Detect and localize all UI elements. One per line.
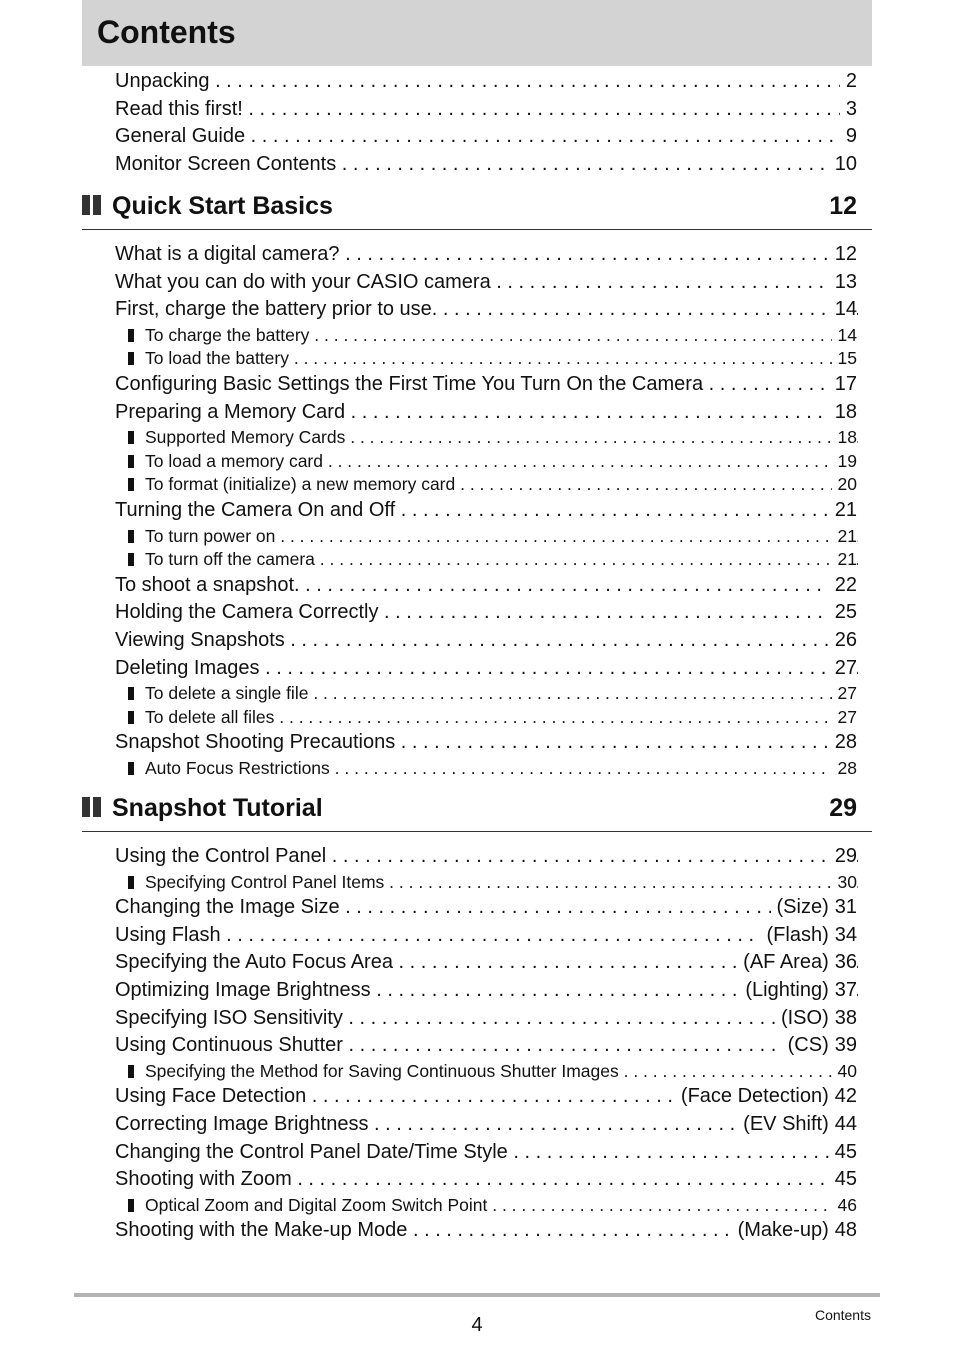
page-number: 30	[837, 871, 857, 892]
toc-subentry[interactable]	[0, 347, 954, 371]
toc-subentry[interactable]	[0, 426, 954, 450]
header-band	[82, 0, 872, 66]
page-number: 10	[834, 152, 857, 175]
toc-entry-title: To turn off the camera . . .	[145, 548, 858, 570]
bullet-icon	[128, 687, 134, 700]
page-number: 12	[834, 243, 857, 265]
toc-subentry[interactable]	[0, 871, 954, 895]
toc-entry-title: Snapshot Shooting Precautions . . .	[115, 729, 858, 755]
section-list-snapshot-tutorial	[0, 843, 954, 1245]
toc-entry[interactable]	[0, 843, 954, 871]
toc-entry[interactable]	[0, 572, 954, 600]
toc-subentry[interactable]	[0, 706, 954, 730]
toc-entry-page-number	[829, 729, 857, 755]
toc-entry-page-number	[840, 68, 857, 94]
toc-subentry[interactable]	[0, 324, 954, 348]
toc-entry-title: Auto Focus Restrictions . . .	[145, 757, 858, 779]
toc-entry-label: (Size)	[776, 896, 829, 919]
toc-entry-page-number	[829, 655, 857, 681]
toc-entry-label: (Make-up)	[737, 1219, 829, 1242]
toc-entry-title: Optical Zoom and Digital Zoom Switch Point . . .	[145, 1194, 858, 1216]
toc-entry[interactable]	[0, 497, 954, 525]
toc-subentry[interactable]	[0, 525, 954, 549]
page-number: 34	[834, 923, 857, 946]
page-number: 28	[834, 731, 857, 754]
toc-entry-page-number	[832, 473, 857, 495]
toc-entry-page-number	[829, 1166, 857, 1192]
page-number: 40	[837, 1060, 857, 1081]
toc-entry[interactable]	[0, 1139, 954, 1167]
page-number: 2	[845, 70, 857, 92]
section-heading-quick-start[interactable]	[82, 193, 872, 230]
toc-entry-title: Optimizing Image Brightness . . .	[115, 977, 858, 1003]
toc-entry-title: Specifying Control Panel Items . . .	[145, 871, 858, 893]
toc-entry-label: (Lighting)	[745, 978, 829, 1001]
toc-entry-page-number	[775, 1005, 857, 1031]
page-number: 28	[837, 757, 857, 778]
page-number: 21	[837, 525, 857, 546]
page-number: 19	[837, 450, 857, 471]
toc-entry-page-number	[832, 525, 857, 547]
toc-entry-page-number	[829, 399, 857, 425]
page-number: 27	[837, 706, 857, 727]
bullet-icon	[128, 1199, 134, 1212]
section-list-quick-start	[0, 241, 954, 780]
toc-subentry[interactable]	[0, 1060, 954, 1084]
page-title: Contents	[97, 14, 236, 50]
section-page: 29	[829, 794, 857, 822]
toc-entry-title: Specifying the Method for Saving Continuous Shutter Images . . .	[145, 1060, 858, 1082]
page-number: 42	[834, 1085, 857, 1108]
page-number: 37	[834, 978, 857, 1001]
toc-entry-page-number	[771, 894, 857, 920]
footer-label: Contents	[814, 1307, 871, 1323]
toc-entry-title: To shoot a snapshot. . . .	[115, 572, 858, 598]
page-number: 36	[834, 951, 857, 974]
toc-entry[interactable]	[0, 68, 954, 96]
page-number: 21	[837, 549, 857, 570]
page-number: 25	[834, 601, 857, 624]
toc-entry-page-number	[829, 241, 857, 267]
toc-entry-title: Monitor Screen Contents . . .	[115, 151, 858, 177]
toc-entry-title: Using Face Detection . . .	[115, 1083, 858, 1109]
toc-subentry[interactable]	[0, 473, 954, 497]
toc-entry-title: Supported Memory Cards . . .	[145, 426, 858, 448]
toc-entry-title: Holding the Camera Correctly . . .	[115, 599, 858, 625]
toc-entry[interactable]	[0, 1111, 954, 1139]
bullet-icon	[128, 329, 134, 342]
toc-entry-page-number	[829, 1139, 857, 1165]
toc-subentry[interactable]	[0, 757, 954, 781]
page-number: 27	[834, 656, 857, 679]
page-number: 29	[834, 845, 857, 867]
toc-entry-title: Turning the Camera On and Off . . .	[115, 497, 858, 523]
toc-entry-title: Shooting with the Make-up Mode . . .	[115, 1217, 858, 1243]
toc-entry-page-number	[832, 1194, 857, 1216]
toc-entry-page-number	[739, 977, 857, 1003]
page-number: 21	[834, 498, 857, 521]
toc-entry-page-number	[829, 296, 857, 322]
toc-entry[interactable]	[0, 296, 954, 324]
page-number: 13	[834, 270, 857, 293]
toc-entry-label: (Face Detection)	[680, 1085, 829, 1108]
page-number: 18	[834, 400, 857, 423]
bullet-icon	[128, 431, 134, 444]
bullet-icon	[128, 762, 134, 775]
page-number: 3	[845, 97, 857, 120]
toc-entry-title: Changing the Control Panel Date/Time Style . . .	[115, 1139, 858, 1165]
toc-entry-title: To load a memory card . . .	[145, 450, 858, 472]
page-number: 26	[834, 628, 857, 651]
section-heading-snapshot-tutorial[interactable]	[82, 795, 872, 832]
bullet-icon	[128, 530, 134, 543]
bullet-icon	[128, 352, 134, 365]
toc-entry-page-number	[832, 347, 857, 369]
toc-entry-title: Correcting Image Brightness . . .	[115, 1111, 858, 1137]
page-number: 20	[837, 474, 857, 495]
toc-subentry[interactable]	[0, 682, 954, 706]
section-title: Quick Start Basics	[112, 192, 333, 220]
toc-entry[interactable]	[0, 599, 954, 627]
toc-entry-page-number	[832, 682, 857, 704]
toc-entry-title: Unpacking . . .	[115, 68, 858, 94]
toc-entry[interactable]	[0, 269, 954, 297]
toc-entry-title: To turn power on . . .	[145, 525, 858, 547]
toc-entry-page-number	[737, 949, 857, 975]
toc-entry-page-number	[829, 497, 857, 523]
toc-entry-page-number	[840, 96, 857, 122]
toc-entry-page-number	[761, 922, 857, 948]
toc-entry[interactable]	[0, 1217, 954, 1245]
toc-entry[interactable]	[0, 1032, 954, 1060]
toc-entry[interactable]	[0, 1166, 954, 1194]
toc-entry-label: (ISO)	[780, 1006, 829, 1029]
toc-entry[interactable]	[0, 1005, 954, 1033]
toc-entry-title: To load the battery . . .	[145, 347, 858, 369]
toc-entry-title: To delete all files . . .	[145, 706, 858, 728]
intro-list	[0, 68, 954, 178]
toc-entry[interactable]	[0, 151, 954, 179]
toc-entry-page-number	[829, 269, 857, 295]
toc-entry-title: Preparing a Memory Card . . .	[115, 399, 858, 425]
toc-entry[interactable]	[0, 655, 954, 683]
toc-entry-page-number	[832, 450, 857, 472]
toc-entry-page-number	[832, 757, 857, 779]
toc-entry[interactable]	[0, 96, 954, 124]
toc-subentry[interactable]	[0, 1194, 954, 1218]
toc-entry-page-number	[832, 426, 857, 448]
toc-entry-title: Read this first! . . .	[115, 96, 858, 122]
toc-entry-page-number	[732, 1217, 857, 1243]
bullet-icon	[128, 455, 134, 468]
bullet-icon	[128, 711, 134, 724]
toc-entry-title: To format (initialize) a new memory card . . .	[145, 473, 858, 495]
toc-entry-page-number	[782, 1032, 857, 1058]
toc-entry-page-number	[832, 548, 857, 570]
toc-entry-page-number	[675, 1083, 857, 1109]
toc-subentry[interactable]	[0, 548, 954, 572]
toc-entry-title: What you can do with your CASIO camera . . .	[115, 269, 858, 295]
bullet-icon	[128, 1065, 134, 1078]
page-number: 14	[834, 298, 857, 321]
toc-entry-label: (EV Shift)	[743, 1112, 829, 1135]
section-marker-icon	[82, 797, 102, 817]
toc-entry[interactable]	[0, 123, 954, 151]
bullet-icon	[128, 553, 134, 566]
page-number: 39	[834, 1034, 857, 1057]
toc-entry-label: (Flash)	[766, 923, 829, 946]
toc-entry-page-number	[737, 1111, 857, 1137]
toc-entry-title: Specifying the Auto Focus Area . . .	[115, 949, 858, 975]
toc-entry-page-number	[829, 627, 857, 653]
toc-entry[interactable]	[0, 1083, 954, 1111]
toc-entry-title: Using the Control Panel . . .	[115, 843, 858, 869]
toc-entry[interactable]	[0, 729, 954, 757]
toc-entry-title: Specifying ISO Sensitivity . . .	[115, 1005, 858, 1031]
section-title: Snapshot Tutorial	[112, 794, 323, 822]
page-number: 27	[837, 683, 857, 704]
footer-rule	[74, 1293, 880, 1297]
toc-entry-title: First, charge the battery prior to use. . . .	[115, 296, 858, 322]
toc-entry-title: Using Continuous Shutter . . .	[115, 1032, 858, 1058]
toc-entry[interactable]	[0, 922, 954, 950]
page-number: 14	[837, 324, 857, 345]
toc-entry-title: Viewing Snapshots . . .	[115, 627, 858, 653]
toc-entry[interactable]	[0, 371, 954, 399]
toc-entry-label: (CS)	[787, 1034, 829, 1057]
toc-entry[interactable]	[0, 949, 954, 977]
page-number: 15	[837, 348, 857, 369]
toc-entry-title: Shooting with Zoom . . .	[115, 1166, 858, 1192]
section-page: 12	[829, 192, 857, 220]
toc-entry[interactable]	[0, 977, 954, 1005]
toc-entry-title: Changing the Image Size . . .	[115, 894, 858, 920]
toc-entry-title: Using Flash . . .	[115, 922, 858, 948]
page-number: 45	[834, 1168, 857, 1191]
toc-entry-page-number	[829, 843, 857, 869]
toc-entry[interactable]	[0, 894, 954, 922]
bullet-icon	[128, 478, 134, 491]
toc-entry-label: (AF Area)	[743, 951, 829, 974]
toc-entry[interactable]	[0, 399, 954, 427]
page-number: 45	[834, 1140, 857, 1163]
page-number: 31	[834, 896, 857, 919]
toc-entry-page-number	[829, 371, 857, 397]
page-number: 48	[834, 1219, 857, 1242]
page-number: 22	[834, 573, 857, 596]
page-number: 38	[834, 1006, 857, 1029]
section-marker-icon	[82, 195, 102, 215]
toc-entry-title: What is a digital camera? . . .	[115, 241, 858, 267]
toc-entry-page-number	[840, 123, 857, 149]
toc-entry-title: Configuring Basic Settings the First Time You Turn On the Camera . . .	[115, 371, 858, 397]
page-number: 9	[845, 125, 857, 148]
toc-entry-page-number	[829, 599, 857, 625]
page-number: 17	[834, 372, 857, 395]
toc-entry-title: To delete a single file . . .	[145, 682, 858, 704]
page-number: 46	[837, 1194, 857, 1215]
bullet-icon	[128, 876, 134, 889]
toc-entry-title: Deleting Images . . .	[115, 655, 858, 681]
toc-entry-page-number	[829, 151, 857, 177]
toc-entry-page-number	[832, 706, 857, 728]
page-number: 18	[837, 427, 857, 448]
page-number: 44	[834, 1112, 857, 1135]
toc-entry[interactable]	[0, 241, 954, 269]
toc-entry-page-number	[829, 572, 857, 598]
toc-subentry[interactable]	[0, 450, 954, 474]
toc-entry-page-number	[832, 871, 857, 893]
toc-entry-title: To charge the battery . . .	[145, 324, 858, 346]
toc-entry[interactable]	[0, 627, 954, 655]
toc-entry-title: General Guide . . .	[115, 123, 858, 149]
footer-page-number: 4	[471, 1314, 483, 1336]
toc-entry-page-number	[832, 324, 857, 346]
toc-entry-page-number	[832, 1060, 857, 1082]
